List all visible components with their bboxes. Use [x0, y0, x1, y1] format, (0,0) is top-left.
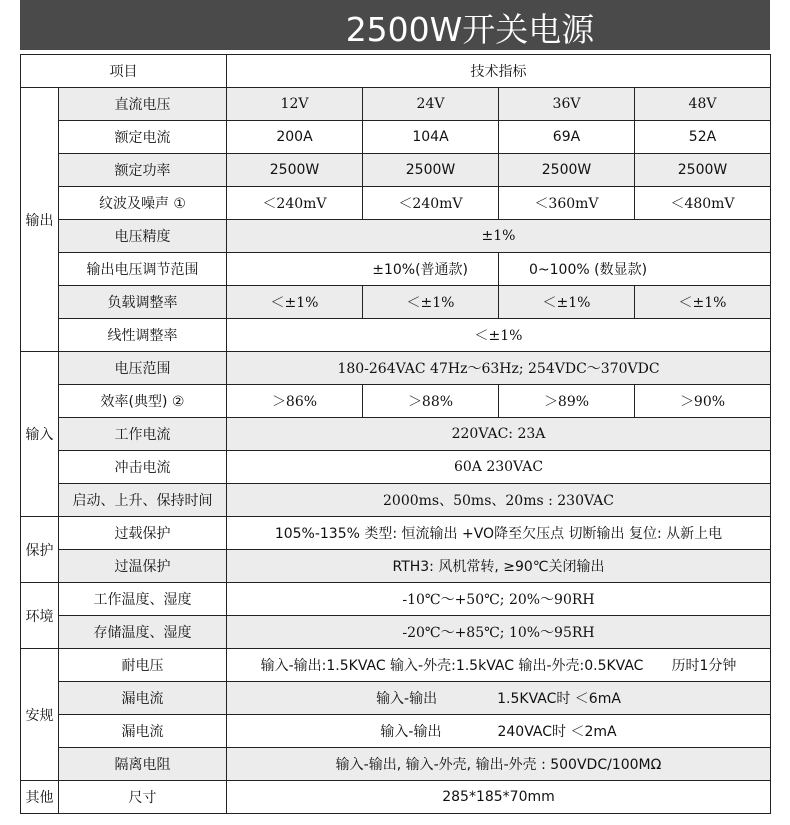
cell-value: RTH3: 风机常转, ≥90℃关闭输出	[227, 550, 771, 583]
leak1-path: 输入-输出	[376, 691, 438, 707]
cell-value: ＜240mV	[227, 187, 363, 220]
table-row	[21, 550, 771, 583]
row-label: 线性调整率	[59, 319, 227, 352]
spec-table	[20, 54, 771, 814]
cell-value: 104A	[363, 121, 499, 154]
table-row	[21, 253, 771, 286]
cell-value: 180-264VAC 47Hz～63Hz; 254VDC～370VDC	[227, 352, 771, 385]
table-row	[21, 484, 771, 517]
cell-value: ＜±1%	[635, 286, 771, 319]
row-label: 隔离电阻	[59, 748, 227, 781]
table-row	[21, 583, 771, 616]
section-input: 输入	[21, 352, 59, 517]
row-label: 过载保护	[59, 517, 227, 550]
cell-value: -20℃～+85℃; 10%～95RH	[227, 616, 771, 649]
cell-value: 48V	[635, 88, 771, 121]
cell-value: ＜±1%	[499, 286, 635, 319]
section-safety: 安规	[21, 649, 59, 781]
row-label: 尺寸	[59, 781, 227, 814]
cell-value: 105%-135% 类型: 恒流输出 +VO降至欠压点 切断输出 复位: 从新上电	[227, 517, 771, 550]
cell-value: ＜480mV	[635, 187, 771, 220]
table-row	[21, 748, 771, 781]
row-label: 漏电流	[59, 715, 227, 748]
row-label: 启动、上升、保持时间	[59, 484, 227, 517]
table-row	[21, 187, 771, 220]
table-row	[21, 385, 771, 418]
section-environment: 环境	[21, 583, 59, 649]
cell-value: ＞89%	[499, 385, 635, 418]
cell-value: 69A	[499, 121, 635, 154]
title-bar	[20, 0, 770, 50]
cell-value: 60A 230VAC	[227, 451, 771, 484]
row-label: 过温保护	[59, 550, 227, 583]
row-label: 耐电压	[59, 649, 227, 682]
cell-value: ±1%	[227, 220, 771, 253]
row-label: 效率(典型) ②	[59, 385, 227, 418]
row-label: 冲击电流	[59, 451, 227, 484]
table-row	[21, 121, 771, 154]
table-row	[21, 682, 771, 715]
cell-value: 输入-输出, 输入-外壳, 输出-外壳 : 500VDC/100MΩ	[227, 748, 771, 781]
row-label: 额定功率	[59, 154, 227, 187]
leak2-path: 输入-输出	[380, 724, 442, 740]
cell-value: 52A	[635, 121, 771, 154]
table-row	[21, 352, 771, 385]
cell-value: ＞86%	[227, 385, 363, 418]
row-label: 工作电流	[59, 418, 227, 451]
cell-value	[227, 682, 771, 715]
row-label: 额定电流	[59, 121, 227, 154]
table-row	[21, 517, 771, 550]
section-protection: 保护	[21, 517, 59, 583]
section-other: 其他	[21, 781, 59, 814]
page-title: 2500W开关电源	[345, 10, 595, 49]
cell-value: 24V	[363, 88, 499, 121]
row-label: 纹波及噪声 ①	[59, 187, 227, 220]
leak2-limit: 240VAC时 ＜2mA	[497, 724, 617, 740]
table-row	[21, 451, 771, 484]
cell-value: 2500W	[363, 154, 499, 187]
table-row	[21, 154, 771, 187]
withstand-duration: 历时1分钟	[671, 658, 737, 674]
table-row	[21, 616, 771, 649]
cell-value: ＜±1%	[227, 319, 771, 352]
header-item: 项目	[21, 55, 227, 88]
header-spec: 技术指标	[227, 55, 771, 88]
cell-value: 2500W	[499, 154, 635, 187]
cell-value: ＞88%	[363, 385, 499, 418]
cell-value: ＜360mV	[499, 187, 635, 220]
cell-value: 285*185*70mm	[227, 781, 771, 814]
table-row	[21, 649, 771, 682]
cell-value: -10℃～+50℃; 20%～90RH	[227, 583, 771, 616]
cell-value: 200A	[227, 121, 363, 154]
table-row	[21, 88, 771, 121]
cell-value: ＜±1%	[227, 286, 363, 319]
table-row	[21, 418, 771, 451]
cell-value: 2000ms、50ms、20ms : 230VAC	[227, 484, 771, 517]
cell-value: ±10%(普通款)	[227, 253, 499, 286]
row-label: 直流电压	[59, 88, 227, 121]
table-row	[21, 781, 771, 814]
cell-value: ＜240mV	[363, 187, 499, 220]
cell-value: ＜±1%	[363, 286, 499, 319]
withstand-value: 输入-输出:1.5KVAC 输入-外壳:1.5kVAC 输出-外壳:0.5KVAC	[260, 658, 644, 674]
row-label: 电压范围	[59, 352, 227, 385]
cell-value: 0~100% (数显款)	[499, 253, 771, 286]
cell-value: 12V	[227, 88, 363, 121]
cell-value: 36V	[499, 88, 635, 121]
row-label: 输出电压调节范围	[59, 253, 227, 286]
table-row	[21, 319, 771, 352]
cell-value	[227, 649, 771, 682]
cell-value: 2500W	[635, 154, 771, 187]
table-row	[21, 220, 771, 253]
row-label: 存储温度、湿度	[59, 616, 227, 649]
cell-value: 2500W	[227, 154, 363, 187]
leak1-limit: 1.5KVAC时 ＜6mA	[497, 691, 621, 707]
header-row	[21, 55, 771, 88]
table-row	[21, 715, 771, 748]
section-output: 输出	[21, 88, 59, 352]
row-label: 电压精度	[59, 220, 227, 253]
cell-value: ＞90%	[635, 385, 771, 418]
cell-value	[227, 715, 771, 748]
row-label: 负载调整率	[59, 286, 227, 319]
row-label: 漏电流	[59, 682, 227, 715]
cell-value: 220VAC: 23A	[227, 418, 771, 451]
table-row	[21, 286, 771, 319]
row-label: 工作温度、湿度	[59, 583, 227, 616]
